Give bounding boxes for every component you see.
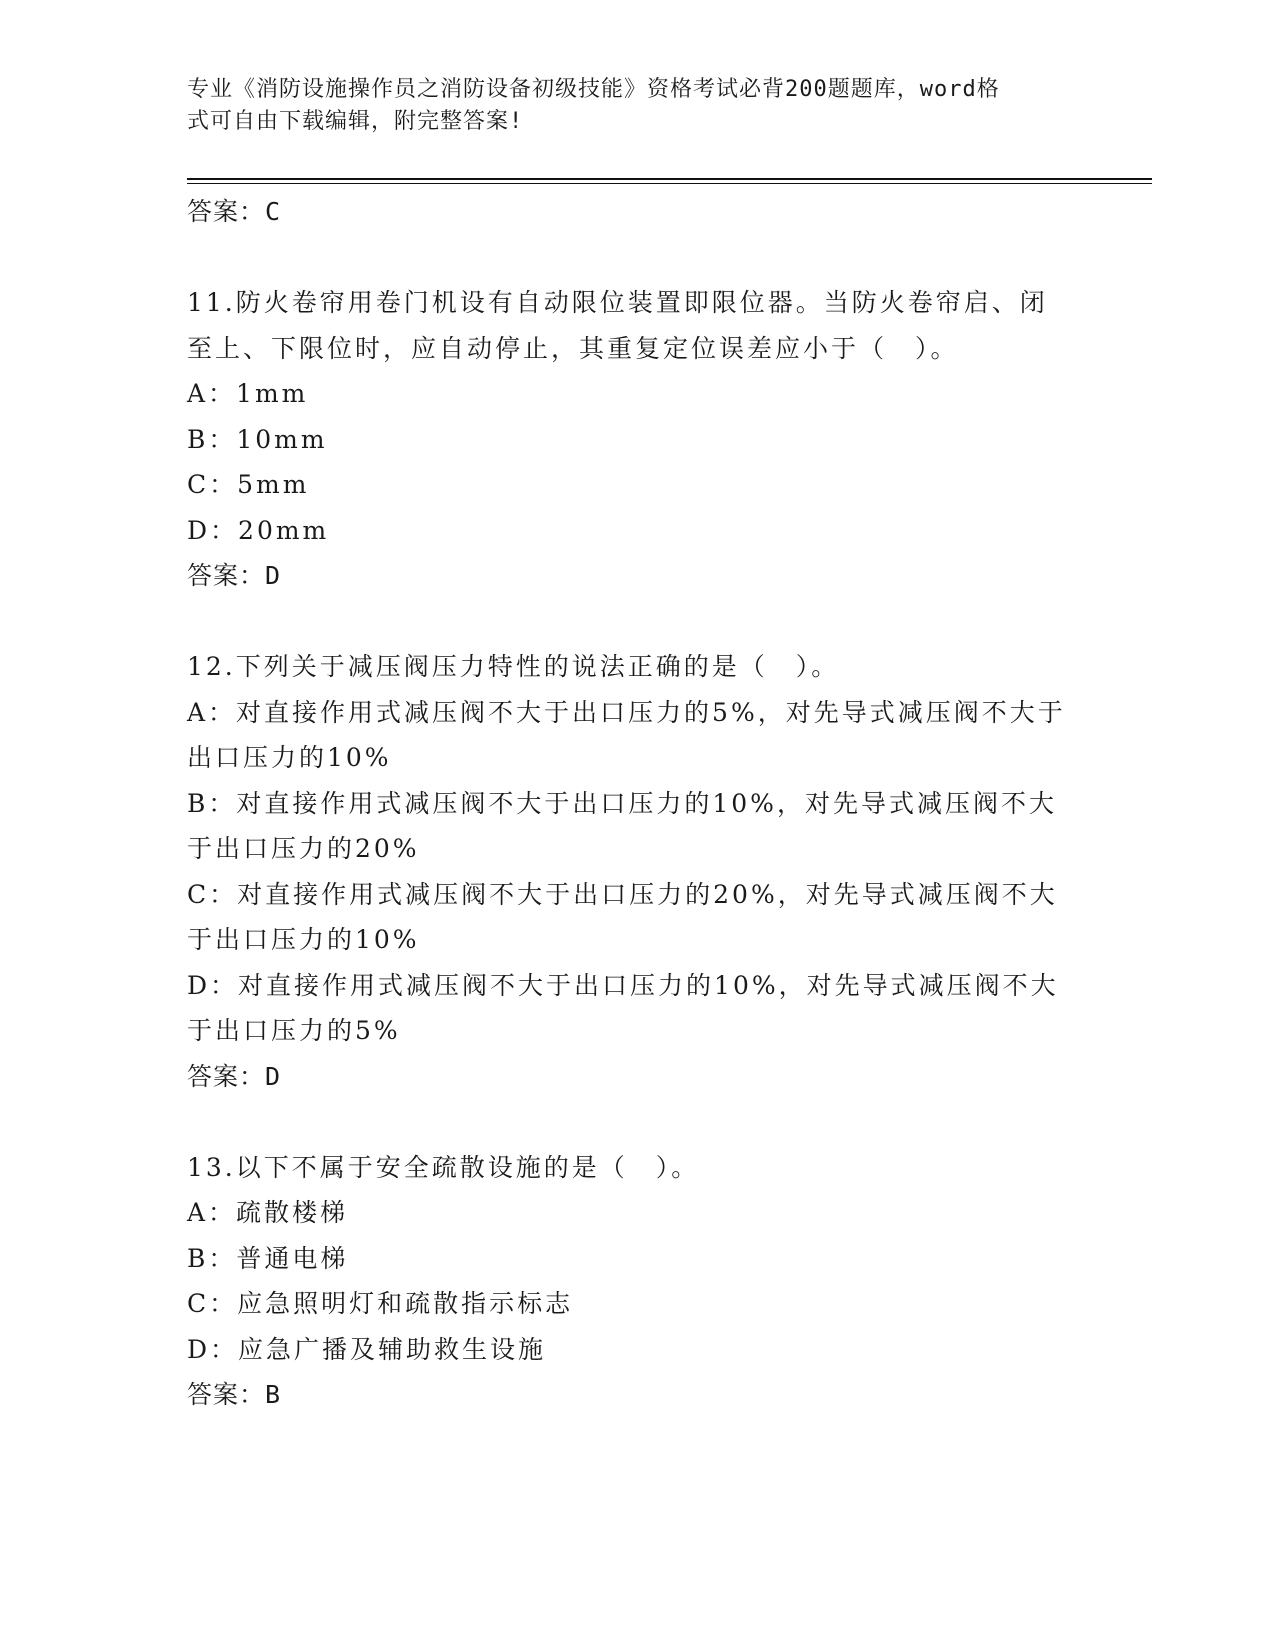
option-a: A：疏散楼梯 — [187, 1198, 349, 1227]
answer-line: 答案：D — [187, 1061, 282, 1091]
option-a: A：对直接作用式减压阀不大于出口压力的5%，对先导式减压阀不大于 — [187, 697, 1066, 727]
option-c: C：应急照明灯和疏散指示标志 — [187, 1289, 574, 1318]
previous-answer: 答案：C — [187, 197, 282, 226]
option-b: B：对直接作用式减压阀不大于出口压力的10%，对先导式减压阀不大 — [187, 788, 1057, 818]
question-stem: 13.以下不属于安全疏散设施的是（ ）。 — [187, 1152, 700, 1182]
option-c: C：对直接作用式减压阀不大于出口压力的20%，对先导式减压阀不大 — [187, 879, 1058, 909]
option-c-cont: 于出口压力的10% — [187, 925, 420, 954]
option-d: D：对直接作用式减压阀不大于出口压力的10%，对先导式减压阀不大 — [187, 970, 1059, 1000]
option-b: B：普通电梯 — [187, 1243, 349, 1273]
header-line-1: 专业《消防设施操作员之消防设备初级技能》资格考试必背200题题库，word格 — [187, 77, 1000, 102]
header-divider-thin — [187, 183, 1152, 184]
question-stem: 至上、下限位时，应自动停止，其重复定位误差应小于（ ）。 — [187, 333, 959, 363]
option-a-cont: 出口压力的10% — [187, 743, 392, 772]
header-divider-thick — [187, 178, 1152, 180]
page-header — [187, 74, 1067, 138]
answer-line: 答案：D — [187, 561, 282, 590]
answer-line: 答案：B — [187, 1380, 282, 1409]
option-d: D：20mm — [187, 515, 330, 545]
question-block — [187, 280, 1087, 599]
option-b-cont: 于出口压力的20% — [187, 834, 420, 863]
option-d: D：应急广播及辅助救生设施 — [187, 1334, 547, 1364]
option-a: A：1mm — [187, 379, 309, 408]
question-block — [187, 644, 1087, 1099]
header-line-2: 式可自由下载编辑，附完整答案! — [187, 109, 524, 134]
option-b: B：10mm — [187, 424, 328, 454]
question-block — [187, 1145, 1087, 1418]
question-stem: 12.下列关于减压阀压力特性的说法正确的是（ ）。 — [187, 652, 840, 681]
option-d-cont: 于出口压力的5% — [187, 1016, 401, 1045]
option-c: C：5mm — [187, 470, 310, 499]
document-body — [187, 189, 1087, 1418]
question-stem: 11.防火卷帘用卷门机设有自动限位装置即限位器。当防火卷帘启、闭 — [187, 288, 1048, 317]
